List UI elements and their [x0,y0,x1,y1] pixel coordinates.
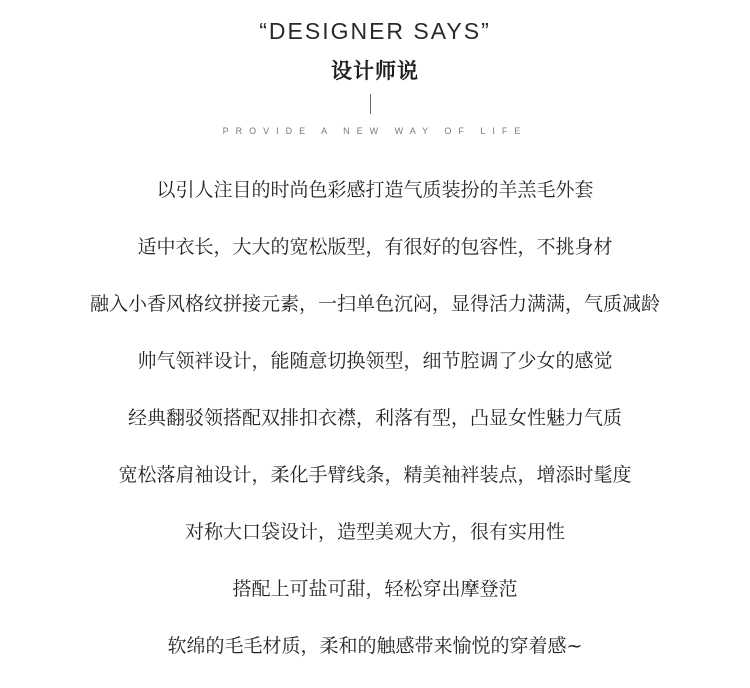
description-line-4: 帅气领袢设计，能随意切换领型，细节腔调了少女的感觉 [137,350,613,372]
description-line-2: 适中衣长，大大的宽松版型，有很好的包容性，不挑身材 [137,236,613,258]
description-line-9: 软绵的毛毛材质，柔和的触感带来愉悦的穿着感~ [167,635,583,657]
description-line-6: 宽松落肩袖设计，柔化手臂线条，精美袖袢装点，增添时髦度 [118,464,632,486]
description-line-5: 经典翻驳领搭配双排扣衣襟，利落有型，凸显女性魅力气质 [127,407,622,429]
title-english: “DESIGNER SAYS” [259,18,491,44]
title-chinese: 设计师说 [331,59,419,83]
description-line-3: 融入小香风格纹拼接元素，一扫单色沉闷，显得活力满满，气质减龄 [89,293,660,315]
description-line-1: 以引人注目的时尚色彩感打造气质装扮的羊羔毛外套 [156,179,594,201]
description-line-8: 搭配上可盐可甜，轻松穿出摩登范 [232,578,518,600]
vertical-divider [370,94,371,114]
tagline: PROVIDE A NEW WAY OF LIFE [222,126,528,136]
description-line-7: 对称大口袋设计，造型美观大方，很有实用性 [184,521,565,543]
